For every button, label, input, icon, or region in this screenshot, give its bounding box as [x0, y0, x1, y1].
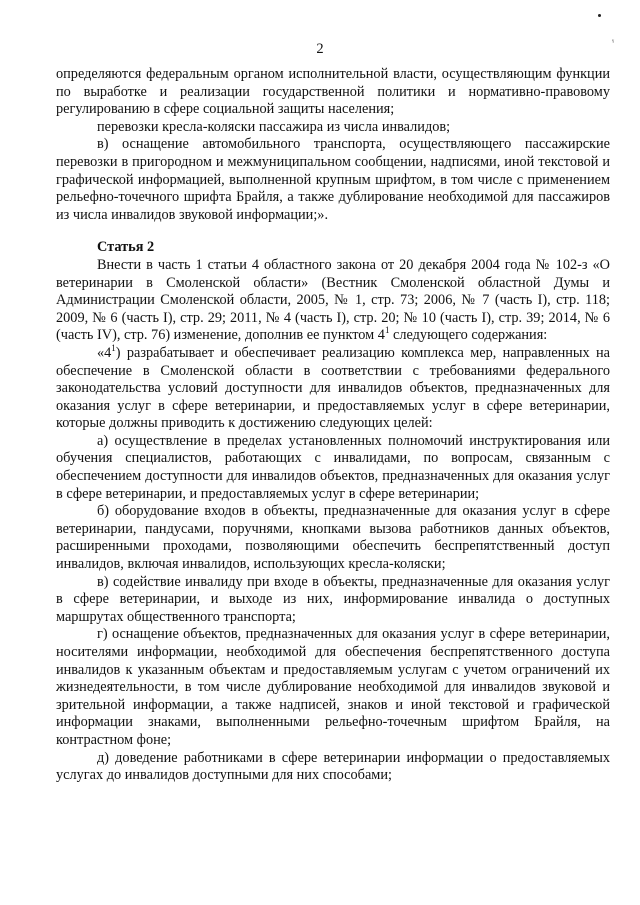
article-intro-tail: следующего содержания:	[389, 327, 548, 344]
page-number: 2	[316, 41, 324, 57]
list-item-v: в) содействие инвалиду при входе в объекты, предназначенные для оказания услуг в сфере ветеринарии, и выходе из них, информирование инвалида о доступных маршрутах общественного транспорта;	[56, 573, 610, 625]
article-intro	[56, 257, 610, 345]
superscript: 1	[111, 342, 116, 353]
paragraph: в) оснащение автомобильного транспорта, осуществляющего пассажирские перевозки в пригородном и межмуниципальном сообщении, надписями, иной текстовой и графической информацией, выполненной крупным шрифтом, в том числе с применением рельефно-точечного шрифта Брайля, а также дублирование необходимой для пассажиров из числа инвалидов звуковой информации;».	[56, 136, 610, 223]
list-item-a: а) осуществление в пределах установленных полномочий инструктирования или обучения специалистов, работающих с инвалидами, по вопросам, связанным с обеспечением доступности для инвалидов объектов, предназначенных для оказания услуг в сфере ветеринарии, и предоставляемых услуг в сфере ветеринарии;	[56, 432, 610, 502]
document-body	[56, 66, 610, 785]
list-item-d: д) доведение работниками в сфере ветеринарии информации о предоставляемых услугах до инвалидов доступными для них способами;	[56, 749, 610, 784]
corner-mark: ᵞ	[612, 37, 615, 46]
superscript: 1	[384, 325, 390, 336]
list-item-g: г) оснащение объектов, предназначенных для оказания услуг в сфере ветеринарии, носителями информации, необходимой для обеспечения беспрепятственного доступа инвалидов к указанным объектам и предоставляемым услугам с учетом ограничений их жизнедеятельности, в том числе дублирование необходимой для инвалидов звуковой и зрительной информации, а также надписей, знаков и иной текстовой и графической информации знаками, выполненными рельефно-точечным шрифтом Брайля, на контрастном фоне;	[56, 626, 610, 748]
article-heading: Статья 2	[97, 239, 155, 256]
quoted-clause-open: «4	[97, 344, 112, 361]
quoted-clause	[56, 342, 610, 433]
list-item-b: б) оборудование входов в объекты, предназначенные для оказания услуг в сфере ветеринарии, пандусами, поручнями, кнопками вызова работников данных объектов, расширенными проходами, позволяющими обеспечить беспрепятственный доступ инвалидов, включая инвалидов, использующих кресла-коляски;	[56, 503, 610, 573]
paragraph: перевозки кресла-коляски пассажира из числа инвалидов;	[97, 118, 451, 135]
article-intro-text: Внести в часть 1 статьи 4 областного закона от 20 декабря 2004 года № 102-з «О ветеринарии в Смоленской области» (Вестник Смоленской областной Думы и Администрации Смоленской области, 2005, № 1, стр. 73; 2006, № 7 (часть I), стр. 118; 2009, № 6 (часть I), стр. 29; 2011, № 4 (часть I), стр. 20; № 10 (часть I), стр. 39; 2014, № 6 (часть IV), стр. 76) изменение, дополнив ее пунктом 4	[56, 256, 610, 344]
scan-dot	[598, 14, 601, 17]
paragraph: определяются федеральным органом исполнительной власти, осуществляющим функции по выработке и реализации государственной политики и нормативно-правовому регулированию в сфере социальной защиты населения;	[56, 66, 610, 118]
quoted-clause-text: ) разрабатывает и обеспечивает реализацию комплекса мер, направленных на обеспечение в Смоленской области в соответствии с требованиями федерального законодательства условий доступности для инвалидов объектов, предназначенных для оказания услуг в сфере ветеринарии, и предоставляемых услуг в сфере ветеринарии, которые должны приводить к достижению следующих целей:	[56, 344, 610, 432]
